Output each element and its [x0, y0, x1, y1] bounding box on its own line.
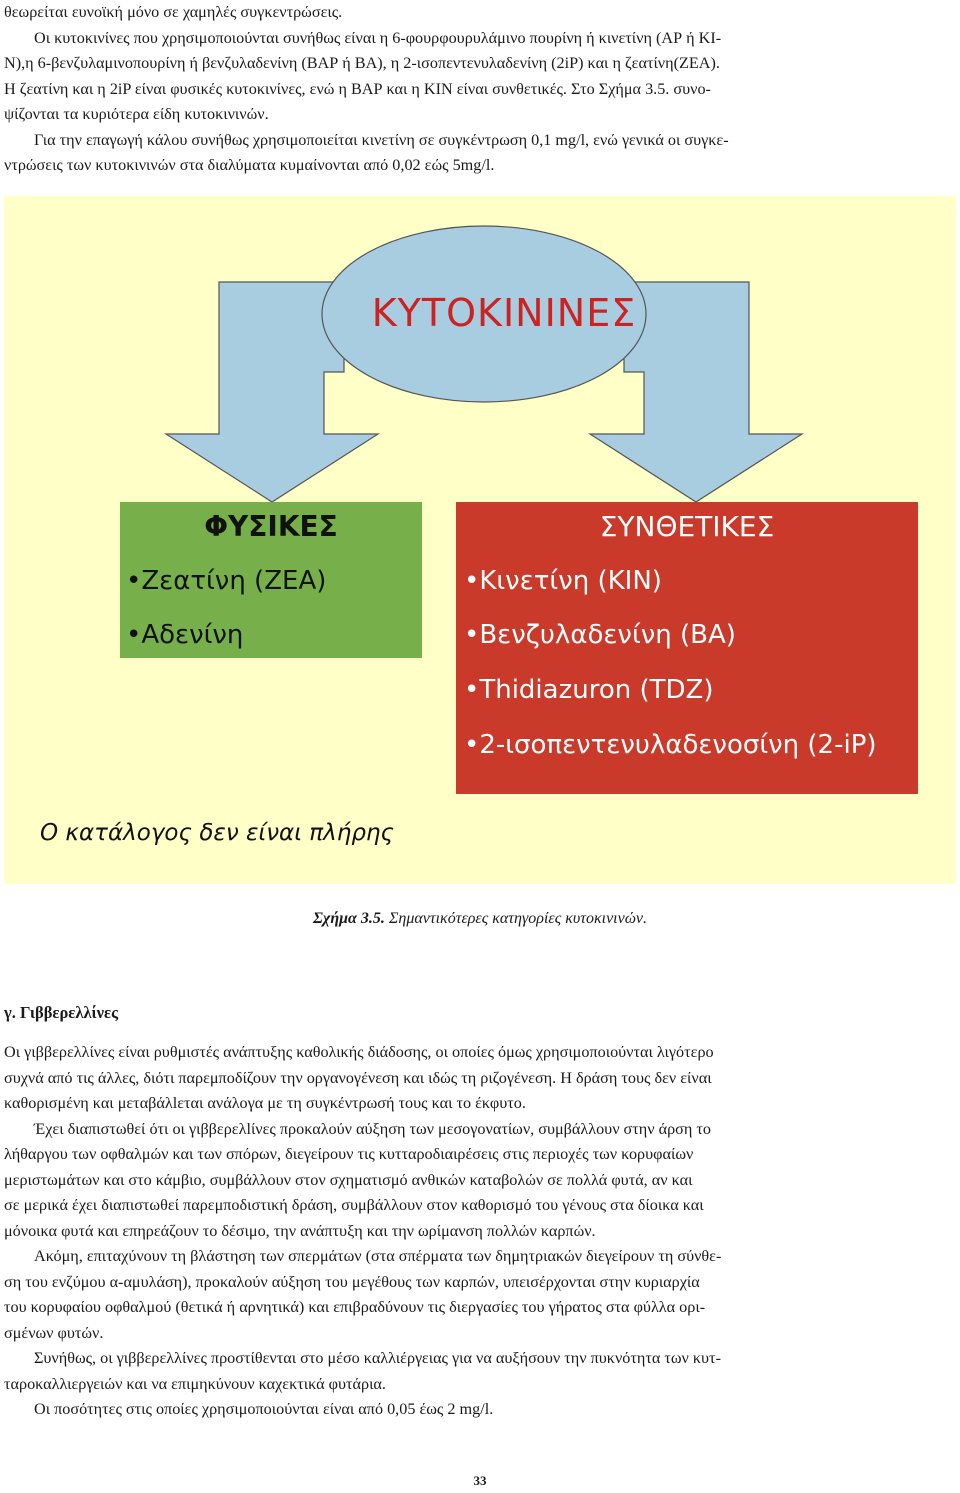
section-text: [4, 1040, 956, 1423]
synthetic-cytokinins-box: [456, 502, 918, 794]
caption-text: Σημαντικότερες κατηγορίες κυτοκινινών.: [384, 910, 647, 927]
text-line: καθορισμένη και μεταβάλlεται ανάλογα με τη συγκέντρωσή τους και το έκφυτο.: [4, 1094, 526, 1112]
section-heading: γ. Γιββερελλίνες: [4, 1003, 119, 1022]
text-line: σμένων φυτών.: [4, 1323, 104, 1342]
figure-caption: [0, 910, 960, 928]
page-number: 33: [473, 1473, 487, 1488]
incomplete-list-note: Ο κατάλογος δεν είναι πλήρης: [40, 820, 395, 846]
text-line: ση του ενζύμου α-αμυλάση), προκαλούν αύξηση του μεγέθους των καρπών, υπεισέρχονται στην κυριαρχία: [4, 1272, 700, 1291]
text-line: Οι ποσότητες στις οποίες χρησιμοποιούνται είναι από 0,05 έως 2 mg/l.: [34, 1400, 494, 1418]
text-line: Συνήθως, οι γιββερελλίνες προστίθενται στο μέσο καλλιέργειας για να αυξήσουν την πυκνότητα των κυτ-: [34, 1349, 721, 1367]
natural-title: ΦΥΣΙΚΕΣ: [204, 510, 338, 543]
intro-text: [4, 0, 956, 179]
natural-item: •Αδενίνη: [126, 620, 244, 650]
cytokinin-diagram: [4, 196, 956, 884]
center-label: ΚΥΤΟΚΙΝΙΝΕΣ: [371, 291, 637, 335]
synthetic-item: •Βενζυλαδενίνη (ΒΑ): [464, 620, 736, 650]
text-line: θεωρείται ευνοϊκή μόνο σε χαμηλές συγκεντρώσεις.: [4, 3, 343, 21]
synthetic-title: ΣΥΝΘΕΤΙΚΕΣ: [599, 510, 775, 543]
text-line: μεριστωμάτων και στο κάμβιο, συμβάλλουν στον σχηματισμό ανθικών καταβολών σε πολλά φυτά, αν και: [4, 1170, 693, 1189]
text-line: σε μερικά έχει διαπιστωθεί παρεμποδιστική δράση, συμβάλλουν στον καθορισμό του γένους στα δίοικα και: [4, 1196, 704, 1214]
synthetic-item: •Κινετίνη (ΚΙΝ): [464, 566, 662, 596]
text-line: Για την επαγωγή κάλου συνήθως χρησιμοποιείται κινετίνη σε συγκέντρωση 0,1 mg/l, ενώ γενικά οι συγκε-: [34, 130, 729, 149]
synthetic-item: •2-ισοπεντενυλαδενοσίνη (2-iP): [464, 730, 877, 760]
text-line: Η ζεατίνη και η 2iP είναι φυσικές κυτοκινίνες, ενώ η ΒΑΡ και η ΚΙΝ είναι συνθετικές. Στο Σχήμα 3.5. συνο-: [4, 79, 711, 98]
natural-cytokinins-box: [120, 502, 422, 658]
text-line: ψίζονται τα κυριότερα είδη κυτοκινινών.: [4, 105, 269, 123]
text-line: ντρώσεις των κυτοκινινών στα διαλύματα κυμαίνονται από 0,02 εώς 5mg/l.: [4, 156, 495, 174]
text-line: μόνοικα φυτά και επηρεάζουν το δέσιμο, την ανάπτυξη και την ωρίμανση πολλών καρπών.: [4, 1221, 596, 1240]
text-line: Οι γιββερελλίνες είναι ρυθμιστές ανάπτυξης καθολικής διάδοσης, οι οποίες όμως χρησιμοποιούνται λιγότερο: [4, 1043, 714, 1061]
text-line: του κορυφαίου οφθαλμού (θετικά ή αρνητικά) και επιβραδύνουν τις διεργασίες του γήρατος στα φύλλα ορι-: [4, 1298, 706, 1316]
natural-item: •Ζεατίνη (ΖΕΑ): [126, 566, 327, 596]
text-line: συχνά από τις άλλες, διότι παρεμποδίζουν την οργανογένεση και ιδώς τη ριζογένεση. Η δράση τους δεν είναι: [4, 1068, 712, 1087]
text-line: ταροκαλλιεργειών και να επιμηκύνουν καχεκτικά φυτάρια.: [4, 1374, 386, 1393]
synthetic-item: •Thidiazuron (TDZ): [464, 675, 714, 705]
text-line: λήθαργου των οφθαλμών και των σπόρων, διεγείρουν τις κυτταροδιαιρέσεις στις περιοχές των κορυφαίων: [4, 1145, 694, 1163]
text-line: Ακόμη, επιταχύνουν τη βλάστηση των σπερμάτων (στα σπέρματα των δημητριακών διεγείρουν τη σύνθε-: [34, 1247, 722, 1265]
caption-label: Σχήμα 3.5.: [313, 910, 385, 927]
text-line: Ν),η 6-βενζυλαμινοπουρίνη ή βενζυλαδενίνη (ΒΑΡ ή ΒΑ), η 2-ισοπεντενυλαδενίνη (2iP) και η ζεατίνη(ΖΕΑ).: [4, 54, 720, 72]
text-line: Οι κυτοκινίνες που χρησιμοποιούνται συνήθως είναι η 6-φουρφουρυλάμινο πουρίνη ή κινετίνη (ΑΡ ή ΚΙ-: [34, 28, 722, 47]
text-line: Έχει διαπιστωθεί ότι οι γιββερελlίνες προκαλούν αύξηση των μεσογονατίων, συμβάλλουν στην άρση το: [34, 1119, 712, 1138]
